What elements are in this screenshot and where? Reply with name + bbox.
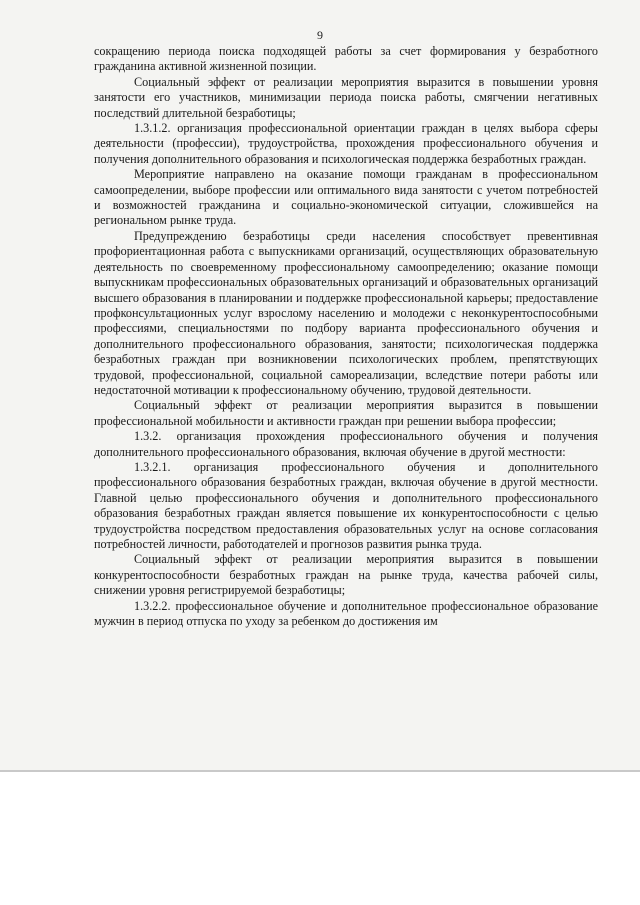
page-number: 9 bbox=[317, 28, 323, 42]
paragraph-4: Мероприятие направлено на оказание помощи гражданам в профессиональном самоопределении, выборе профессии или оптимального вида занятости с учетом потребностей и возможностей гражданина и социально-экономической ситуации, сложившейся на региональном рынке труда. bbox=[94, 167, 598, 228]
paragraph-2: Социальный эффект от реализации мероприятия выразится в повышении уровня занятости его участников, минимизации периода поиска работы, смягчении негативных последствий длительной безработицы; bbox=[94, 74, 598, 120]
paragraph-3: 1.3.1.2. организация профессиональной ориентации граждан в целях выбора сферы деятельности (профессии), трудоустройства, прохождения профессионального обучения и получения дополнительного образования и психологическая поддержка безработных граждан. bbox=[94, 121, 598, 166]
document-body bbox=[94, 44, 598, 629]
paragraph-7: 1.3.2. организация прохождения профессионального обучения и получения дополнительного профессионального образования, включая обучение в другой местности: bbox=[94, 429, 598, 459]
paragraph-9: Социальный эффект от реализации мероприятия выразится в повышении конкурентоспособности безработных граждан на рынке труда, качества рабочей силы, снижении уровня регистрируемой безработицы; bbox=[94, 552, 598, 598]
paragraph-1: сокращению периода поиска подходящей работы за счет формирования у безработного гражданина активной жизненной позиции. bbox=[94, 44, 598, 74]
paragraph-5: Предупреждению безработицы среди населения способствует превентивная профориентационная работа с выпускниками организаций, осуществляющих образовательную деятельность по своевременному профессиональному самоопределению; оказание помощи выпускникам профессиональных образовательных организаций и образовательных организаций высшего образования в планировании и поддержке профессиональной карьеры; предоставление профконсультационных услуг взрослому населению и молодежи с неконкурентоспособными профессиями, специальностями по подбору варианта профессионального обучения и дополнительного профессионального образования, занятости; психологическая поддержка безработных граждан при возникновении психологических проблем, препятствующих трудовой, профессиональной, социальной самореализации, вследствие потери работы или недостаточной мотивации к профессиональному обучению, трудовой деятельности. bbox=[94, 228, 598, 397]
paragraph-6: Социальный эффект от реализации мероприятия выразится в повышении профессиональной мобильности и активности граждан при решении выбора профессии; bbox=[94, 398, 598, 428]
paragraph-10: 1.3.2.2. профессиональное обучение и дополнительное профессиональное образование мужчин в период отпуска по уходу за ребенком до достижения им bbox=[94, 598, 598, 629]
paragraph-8: 1.3.2.1. организация профессионального обучения и дополнительного профессионального образования безработных граждан, включая обучение в другой местности. Главной целью профессионального обучения и дополнительного профессионального образования безработных граждан является повышение их конкурентоспособности с целью трудоустройства посредством предоставления образовательных услуг на основе согласования потребностей личности, работодателей и прогнозов развития рынка труда. bbox=[94, 459, 598, 551]
